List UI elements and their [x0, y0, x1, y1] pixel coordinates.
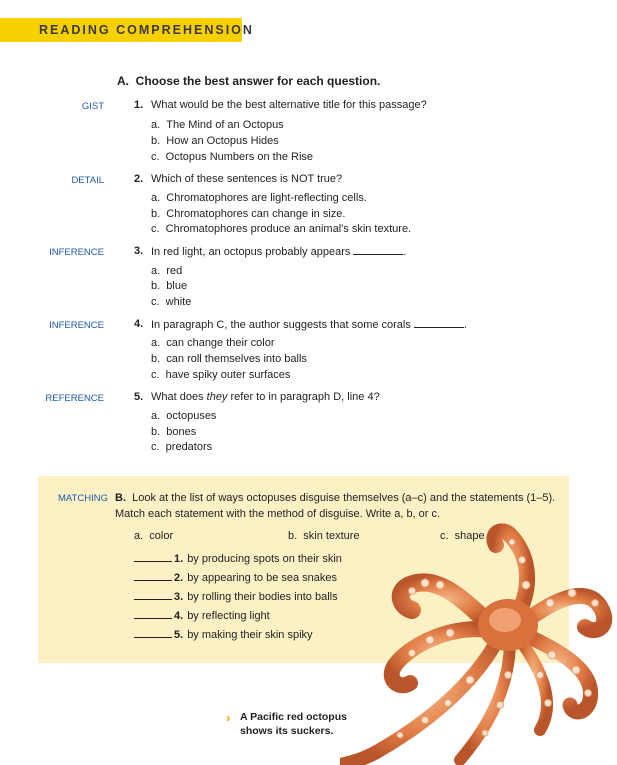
- caption-line: A Pacific red octopus: [240, 711, 347, 723]
- statement-number: 5.: [174, 629, 184, 641]
- answer-option: b. blue: [151, 280, 188, 292]
- answer-option: b. Chromatophores can change in size.: [151, 208, 346, 220]
- question-text-content: In paragraph C, the author suggests that some corals: [151, 319, 411, 331]
- question-text-before: What does: [151, 391, 207, 403]
- matching-statement: [134, 628, 313, 641]
- matching-statement: [134, 590, 338, 603]
- statement-text: by reflecting light: [187, 610, 270, 622]
- question-number: 5.: [134, 391, 144, 403]
- chevron-right-icon: ›: [226, 710, 231, 725]
- answer-option: c. white: [151, 296, 192, 308]
- answer-blank[interactable]: [134, 590, 172, 600]
- caption-line: shows its suckers.: [240, 725, 334, 737]
- answer-option: c. predators: [151, 441, 213, 453]
- statement-text: by making their skin spiky: [187, 629, 313, 641]
- matching-statement: [134, 571, 337, 584]
- question-tag: GIST: [81, 101, 104, 112]
- answer-option: b. bones: [151, 426, 197, 438]
- answer-blank: [414, 318, 464, 328]
- question-text: What would be the best alternative title for this passage?: [151, 99, 427, 111]
- question-text: In paragraph C, the author suggests that some corals .: [151, 319, 467, 331]
- statement-number: 3.: [174, 591, 184, 603]
- matching-statement: [134, 609, 270, 622]
- disguise-choice: c. shape: [440, 530, 485, 542]
- photo-caption: [240, 710, 347, 738]
- question-number: 1.: [134, 99, 144, 111]
- section-a-instructions: A. Choose the best answer for each question.: [117, 74, 381, 88]
- answer-option: b. can roll themselves into balls: [151, 353, 307, 365]
- statement-text: by appearing to be sea snakes: [187, 572, 338, 584]
- statement-number: 2.: [174, 572, 184, 584]
- question-text-content: In red light, an octopus probably appears: [151, 246, 351, 258]
- answer-option: a. can change their color: [151, 337, 275, 349]
- question-tag: INFERENCE: [49, 320, 104, 331]
- disguise-choice: b. skin texture: [288, 530, 360, 542]
- question-tag: MATCHING: [58, 493, 108, 504]
- matching-statement: [134, 552, 342, 565]
- answer-blank[interactable]: [134, 609, 172, 619]
- question-text-after: refer to in paragraph D, line 4?: [227, 391, 380, 403]
- question-text-italic: they: [206, 391, 228, 403]
- question-text: In red light, an octopus probably appears .: [151, 246, 407, 258]
- statement-number: 4.: [174, 610, 184, 622]
- statement-text: by rolling their bodies into balls: [187, 591, 338, 603]
- answer-option: c. Octopus Numbers on the Rise: [151, 151, 314, 163]
- answer-option: c. have spiky outer surfaces: [151, 369, 291, 381]
- octopus-photo: [340, 515, 617, 765]
- question-tag: REFERENCE: [45, 393, 104, 404]
- answer-blank[interactable]: [134, 571, 172, 581]
- section-b-label: B.: [115, 492, 126, 504]
- answer-option: a. Chromatophores are light-reflecting cells.: [151, 192, 367, 204]
- answer-option: c. Chromatophores produce an animal's skin texture.: [151, 223, 412, 235]
- answer-option: a. The Mind of an Octopus: [151, 119, 284, 131]
- question-number: 4.: [134, 318, 144, 330]
- answer-blank[interactable]: [134, 628, 172, 638]
- page-section-title: READING COMPREHENSION: [39, 23, 254, 37]
- question-tag: DETAIL: [71, 175, 104, 186]
- disguise-choice: a. color: [134, 530, 174, 542]
- question-text: [151, 391, 380, 403]
- answer-blank[interactable]: [134, 552, 172, 562]
- question-text: Which of these sentences is NOT true?: [151, 173, 343, 185]
- answer-option: a. octopuses: [151, 410, 217, 422]
- question-tag: INFERENCE: [49, 247, 104, 258]
- section-b-text: Look at the list of ways octopuses disguise themselves (a–c) and the statements (1–5). Match each statement with the method of disguise. Write a, b, or c.: [115, 492, 556, 520]
- answer-option: b. How an Octopus Hides: [151, 135, 279, 147]
- answer-blank: [353, 245, 403, 255]
- answer-option: a. red: [151, 265, 183, 277]
- question-number: 3.: [134, 245, 144, 257]
- question-number: 2.: [134, 173, 144, 185]
- statement-text: by producing spots on their skin: [187, 553, 342, 565]
- statement-number: 1.: [174, 553, 184, 565]
